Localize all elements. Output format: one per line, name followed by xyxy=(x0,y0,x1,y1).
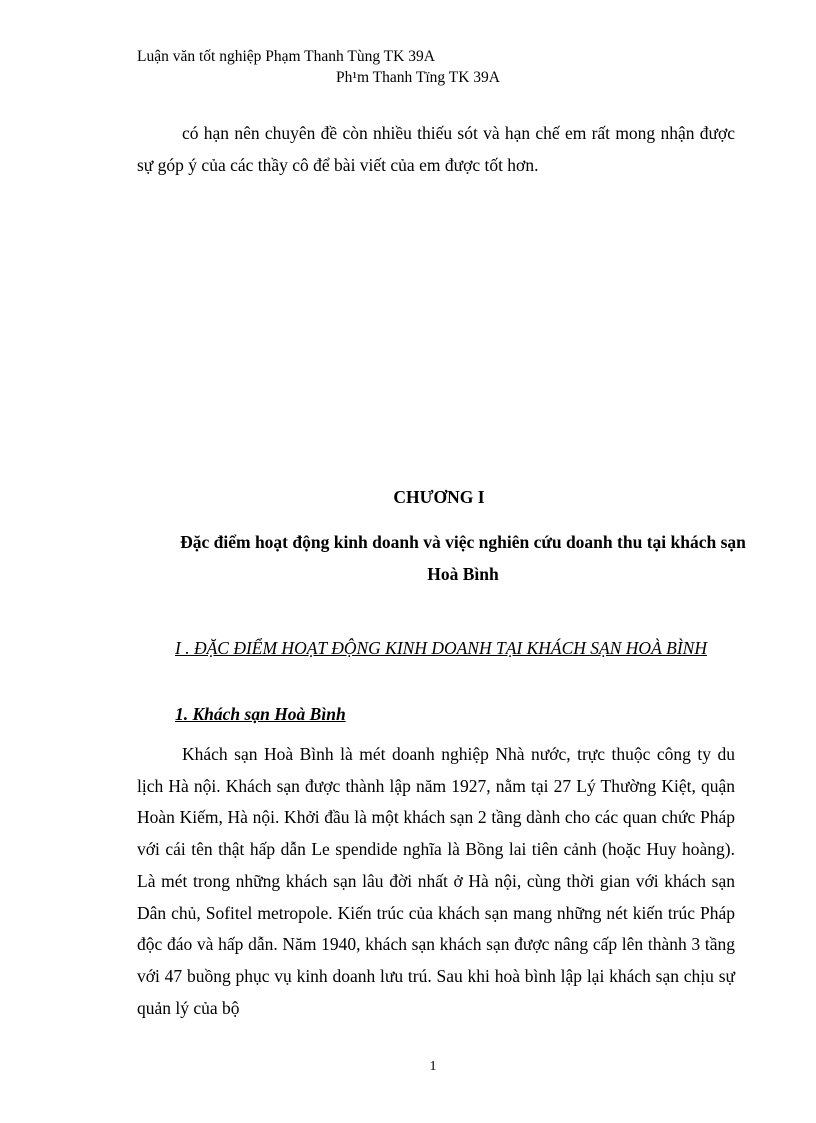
running-header: Luận văn tốt nghiệp Phạm Thanh Tùng TK 39A xyxy=(137,48,435,65)
chapter-subtitle: Đặc điểm hoạt động kinh doanh và việc nghiên cứu doanh thu tại khách sạn Hoà Bình xyxy=(180,532,746,584)
page-number: 1 xyxy=(429,1059,437,1074)
intro-paragraph: có hạn nên chuyên đề còn nhiều thiếu sót và hạn chế em rất mong nhận được sự góp ý của các thầy cô để bài viết của em được tốt hơn. xyxy=(137,123,735,175)
running-header-garbled: Ph¹m Thanh Tïng TK 39A xyxy=(336,69,500,86)
body-paragraph: Khách sạn Hoà Bình là mét doanh nghiệp Nhà nước, trực thuộc công ty du lịch Hà nội. Khách sạn được thành lập năm 1927, nằm tại 27 Lý Thường Kiệt, quận Hoàn Kiếm, Hà nội. Khởi đầu là một khách sạn 2 tầng dành cho các quan chức Pháp với cái tên thật hấp dẫn Le spendide nghĩa là Bồng lai tiên cảnh (hoặc Huy hoàng). Là mét trong những khách sạn lâu đời nhất ở Hà nội, cùng thời gian với khách sạn Dân chủ, Sofitel metropole. Kiến trúc của khách sạn mang những nét kiến trúc Pháp độc đáo và hấp dẫn. Năm 1940, khách sạn khách sạn được nâng cấp lên thành 3 tầng với 47 buồng phục vụ kinh doanh lưu trú. Sau khi hoà bình lập lại khách sạn chịu sự quản lý của bộ xyxy=(137,744,735,1018)
chapter-title: CHƯƠNG I xyxy=(393,487,485,507)
subsection-heading: 1. Khách sạn Hoà Bình xyxy=(175,704,346,724)
section-heading: I . ĐẶC ĐIỂM HOẠT ĐỘNG KINH DOANH TẠI KHÁCH SẠN HOÀ BÌNH xyxy=(175,638,707,658)
